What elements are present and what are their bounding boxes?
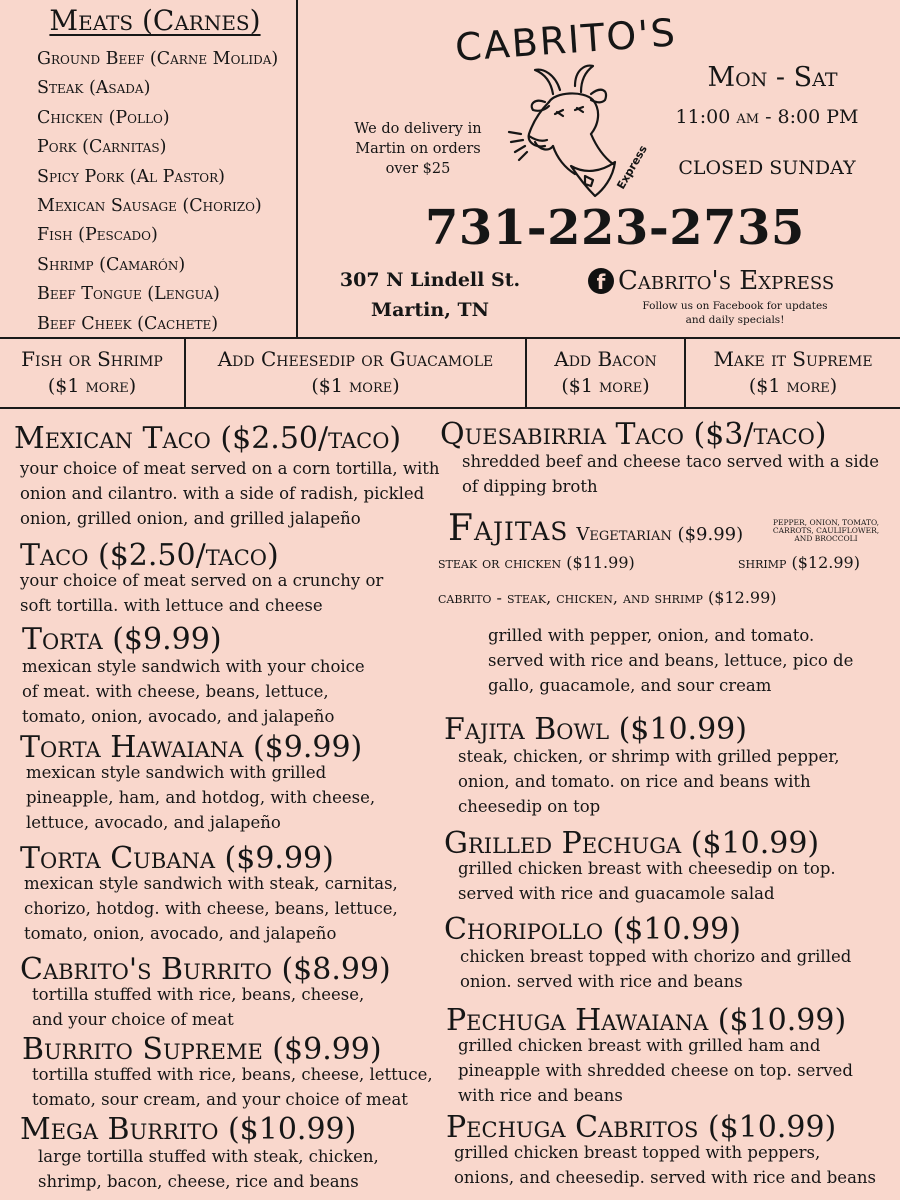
delivery-note: We do delivery in Martin on orders over $25 bbox=[354, 121, 482, 177]
hours-time: 11:00 am - 8:00 PM bbox=[675, 106, 859, 128]
item-title: Torta ($9.99) bbox=[22, 622, 222, 657]
item-title: Taco ($2.50/taco) bbox=[20, 538, 279, 573]
meat-item: Chicken (Pollo) bbox=[37, 107, 170, 128]
address-line2: Martin, TN bbox=[371, 299, 489, 321]
hours-days: Mon - Sat bbox=[707, 62, 838, 93]
item-desc: chicken breast topped with chorizo and grilled onion. served with rice and beans bbox=[460, 947, 852, 991]
item-title: Fajita Bowl ($10.99) bbox=[444, 712, 747, 747]
menu-item-mega-burrito bbox=[20, 1114, 379, 1194]
addon-price: ($1 more) bbox=[311, 375, 400, 397]
item-title: Grilled Pechuga ($10.99) bbox=[444, 826, 820, 861]
menu-item-grilled-pechuga bbox=[444, 828, 836, 906]
menu-item-taco bbox=[20, 540, 383, 618]
meat-item: Shrimp (Camarón) bbox=[37, 254, 186, 275]
item-desc: tortilla stuffed with rice, beans, cheese, and your choice of meat bbox=[32, 985, 365, 1029]
menu-item-torta-hawaiana bbox=[20, 732, 375, 835]
meat-item: Beef Cheek (Cachete) bbox=[37, 313, 219, 334]
facebook-icon: f bbox=[588, 268, 614, 294]
addon-label: Make it Supreme bbox=[713, 347, 873, 371]
item-title: Burrito Supreme ($9.99) bbox=[22, 1032, 382, 1067]
item-desc: grilled chicken breast with cheesedip on top. served with rice and guacamole salad bbox=[458, 859, 836, 903]
meat-item: Spicy Pork (Al Pastor) bbox=[37, 166, 226, 187]
meat-item: Ground Beef (Carne Molida) bbox=[37, 49, 279, 69]
logo-text: CABRITO'S bbox=[453, 10, 679, 70]
menu-item-mexican-taco bbox=[14, 423, 440, 531]
menu-item-quesabirria bbox=[440, 419, 879, 499]
phone-number[interactable]: 731-223-2735 bbox=[425, 200, 805, 256]
meat-item: Mexican Sausage (Chorizo) bbox=[37, 195, 262, 216]
menu-item-burrito-supreme bbox=[22, 1034, 433, 1112]
item-desc: mexican style sandwich with your choice of meat. with cheese, beans, lettuce, tomato, onion, avocado, and jalapeño bbox=[22, 657, 365, 726]
goat-logo-icon bbox=[505, 62, 655, 202]
addon-cheesedip bbox=[186, 339, 527, 407]
meat-item: Pork (Carnitas) bbox=[37, 137, 167, 158]
menu-item-pechuga-cabritos bbox=[446, 1112, 876, 1190]
item-desc: shredded beef and cheese taco served with a side of dipping broth bbox=[462, 452, 879, 496]
item-title: Torta Hawaiana ($9.99) bbox=[20, 730, 363, 765]
item-desc: mexican style sandwich with grilled pineapple, ham, and hotdog, with cheese, lettuce, avocado, and jalapeño bbox=[26, 763, 376, 832]
addon-price: ($1 more) bbox=[47, 375, 137, 397]
meats-section bbox=[0, 0, 298, 337]
fajitas-vegetarian: Vegetarian ($9.99) bbox=[576, 524, 744, 545]
item-desc: your choice of meat served on a crunchy or soft tortilla. with lettuce and cheese bbox=[20, 571, 384, 615]
item-title: Mega Burrito ($10.99) bbox=[20, 1112, 357, 1147]
addon-supreme bbox=[686, 339, 900, 407]
addon-label: Add Cheesedip or Guacamole bbox=[217, 347, 494, 371]
facebook-note: Follow us on Facebook for updates and daily specials! bbox=[642, 300, 828, 326]
item-title: Pechuga Cabritos ($10.99) bbox=[446, 1110, 837, 1145]
fajitas-steak-chicken: steak or chicken ($11.99) bbox=[438, 553, 635, 572]
addon-label: Fish or Shrimp bbox=[21, 347, 163, 371]
fajitas-vegetarian-note: PEPPER, ONION, TOMATO, CARROTS, CAULIFLOWER, AND BROCCOLI bbox=[772, 518, 880, 543]
fajitas-title: Fajitas bbox=[448, 508, 569, 549]
menu-item-fajita-bowl bbox=[444, 714, 840, 819]
address bbox=[335, 265, 525, 325]
item-title: Pechuga Hawaiana ($10.99) bbox=[446, 1003, 847, 1038]
meat-item: Fish (Pescado) bbox=[37, 225, 158, 246]
addon-price: ($1 more) bbox=[561, 375, 650, 397]
facebook-name: Cabrito's Express bbox=[618, 266, 835, 296]
meat-item: Beef Tongue (Lengua) bbox=[37, 284, 220, 305]
meat-item: Steak (Asada) bbox=[37, 78, 151, 99]
meats-list bbox=[37, 45, 278, 339]
item-desc: large tortilla stuffed with steak, chicken, shrimp, bacon, cheese, rice and beans bbox=[38, 1147, 379, 1191]
hours-closed: CLOSED SUNDAY bbox=[678, 157, 856, 179]
addon-bacon bbox=[527, 339, 686, 407]
logo-sub-text: Express bbox=[614, 143, 650, 192]
item-title: Torta Cubana ($9.99) bbox=[20, 841, 334, 876]
item-desc: mexican style sandwich with steak, carnitas, chorizo, hotdog. with cheese, beans, lettuce, tomato, onion, avocado, and jalapeño bbox=[24, 874, 398, 943]
menu-item-torta bbox=[22, 624, 365, 729]
addon-price: ($1 more) bbox=[748, 375, 838, 397]
fajitas-desc: grilled with pepper, onion, and tomato. served with rice and beans, lettuce, pico de gallo, guacamole, and sour cream bbox=[488, 626, 854, 695]
menu-item-fajitas bbox=[448, 508, 743, 549]
facebook-link[interactable] bbox=[588, 266, 834, 296]
menu-item-torta-cubana bbox=[20, 843, 398, 946]
item-desc: tortilla stuffed with rice, beans, cheese, lettuce, tomato, sour cream, and your choice of meat bbox=[32, 1065, 433, 1109]
item-desc: steak, chicken, or shrimp with grilled pepper, onion, and tomato. on rice and beans with cheesedip on top bbox=[458, 747, 840, 816]
meats-title: Meats (Carnes) bbox=[49, 4, 261, 37]
fajitas-cabrito: cabrito - steak, chicken, and shrimp ($12.99) bbox=[438, 588, 777, 607]
item-desc: grilled chicken breast topped with peppers, onions, and cheesedip. served with rice and beans bbox=[454, 1143, 877, 1187]
addon-label: Add Bacon bbox=[554, 347, 657, 371]
addon-bar bbox=[0, 337, 900, 409]
item-title: Mexican Taco ($2.50/taco) bbox=[14, 421, 402, 456]
menu-item-cabritos-burrito bbox=[20, 954, 391, 1032]
item-title: Quesabirria Taco ($3/taco) bbox=[440, 417, 827, 452]
menu-item-pechuga-hawaiana bbox=[446, 1005, 853, 1108]
item-title: Cabrito's Burrito ($8.99) bbox=[20, 952, 391, 987]
address-line1: 307 N Lindell St. bbox=[339, 269, 521, 291]
item-title: Choripollo ($10.99) bbox=[444, 912, 741, 947]
addon-fish-shrimp bbox=[0, 339, 186, 407]
item-desc: your choice of meat served on a corn tortilla, with onion and cilantro. with a side of radish, pickled onion, grilled onion, and grilled jalapeño bbox=[20, 459, 440, 528]
fajitas-shrimp: shrimp ($12.99) bbox=[738, 553, 860, 572]
menu-item-choripollo bbox=[444, 914, 851, 994]
item-desc: grilled chicken breast with grilled ham and pineapple with shredded cheese on top. served with rice and beans bbox=[458, 1036, 853, 1105]
